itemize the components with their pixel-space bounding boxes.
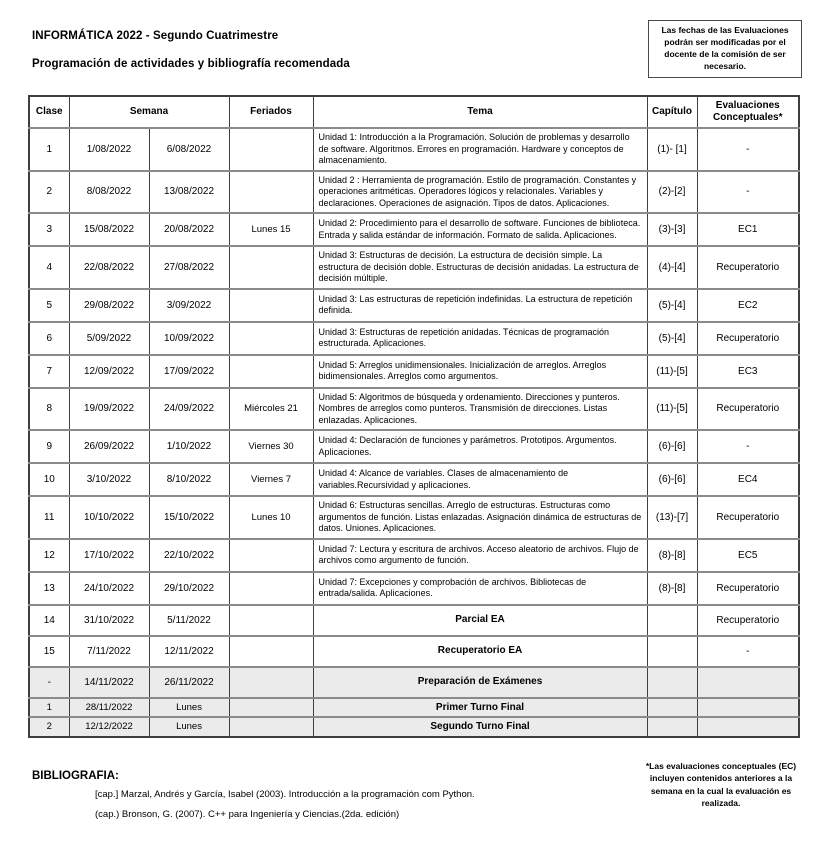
clase-cell: 2 [29, 717, 69, 737]
bibliography-title: BIBLIOGRAFIA: [32, 770, 119, 782]
tema-cell: Unidad 3: Estructuras de decisión. La estructura de decisión simple. La estructura de decisión doble. Estructuras de decisión anidadas. La estructura de decisión múltiple. [313, 246, 647, 289]
capitulo-cell [647, 636, 697, 667]
capitulo-cell: (6)-[6] [647, 430, 697, 463]
semana-column-header: Semana [69, 96, 229, 128]
feriados-cell: Lunes 10 [229, 496, 313, 539]
feriados-cell [229, 636, 313, 667]
capitulo-cell: (3)-[3] [647, 213, 697, 246]
evaluacion-cell [697, 717, 799, 737]
capitulo-cell: (1)- [1] [647, 128, 697, 171]
semana-hasta-cell: 5/11/2022 [149, 605, 229, 636]
clase-cell: 2 [29, 171, 69, 214]
schedule-table-header [29, 96, 799, 128]
table-row [29, 430, 799, 463]
tema-cell: Preparación de Exámenes [313, 667, 647, 698]
tema-cell: Unidad 4: Alcance de variables. Clases de almacenamiento de variables.Recursividad y aplicaciones. [313, 463, 647, 496]
semana-hasta-cell: 12/11/2022 [149, 636, 229, 667]
capitulo-column-header: Capítulo [647, 96, 697, 128]
clase-cell: 3 [29, 213, 69, 246]
semana-hasta-cell: Lunes [149, 698, 229, 718]
table-row [29, 355, 799, 388]
feriados-cell [229, 246, 313, 289]
clase-cell: 11 [29, 496, 69, 539]
tema-cell: Unidad 4: Declaración de funciones y parámetros. Prototipos. Argumentos. Aplicaciones. [313, 430, 647, 463]
evaluacion-cell [697, 667, 799, 698]
tema-cell: Unidad 2 : Herramienta de programación. Estilo de programación. Constantes y operaciones aritméticas. Operadores lógicos y relacionales. Variables y declaraciones. Operaciones de asignación. Tipos de datos. Aplicaciones. [313, 171, 647, 214]
evaluacion-cell: Recuperatorio [697, 605, 799, 636]
header-row [29, 96, 799, 128]
semana-desde-cell: 12/09/2022 [69, 355, 149, 388]
tema-cell: Segundo Turno Final [313, 717, 647, 737]
semana-desde-cell: 26/09/2022 [69, 430, 149, 463]
tema-cell: Unidad 7: Lectura y escritura de archivos. Acceso aleatorio de archivos. Flujo de archivos como argumento de función. [313, 539, 647, 572]
tema-cell: Unidad 3: Las estructuras de repetición indefinidas. La estructura de repetición definida. [313, 289, 647, 322]
semana-desde-cell: 31/10/2022 [69, 605, 149, 636]
tema-cell: Parcial EA [313, 605, 647, 636]
clase-cell: 7 [29, 355, 69, 388]
semana-hasta-cell: 1/10/2022 [149, 430, 229, 463]
evaluacion-cell: EC2 [697, 289, 799, 322]
clase-cell: 5 [29, 289, 69, 322]
capitulo-cell: (5)-[4] [647, 289, 697, 322]
feriados-cell [229, 322, 313, 355]
semana-desde-cell: 12/12/2022 [69, 717, 149, 737]
evaluacion-cell [697, 698, 799, 718]
semana-desde-cell: 10/10/2022 [69, 496, 149, 539]
semana-desde-cell: 28/11/2022 [69, 698, 149, 718]
semana-desde-cell: 8/08/2022 [69, 171, 149, 214]
evaluacion-cell: - [697, 171, 799, 214]
table-row [29, 289, 799, 322]
tema-cell: Unidad 5: Arreglos unidimensionales. Inicialización de arreglos. Arreglos bidimensionales. Arreglos como argumentos. [313, 355, 647, 388]
schedule-table [28, 95, 800, 738]
tema-cell: Unidad 7: Excepciones y comprobación de archivos. Bibliotecas de entrada/salida. Aplicaciones. [313, 572, 647, 605]
semana-hasta-cell: 3/09/2022 [149, 289, 229, 322]
feriados-cell [229, 171, 313, 214]
semana-hasta-cell: 13/08/2022 [149, 171, 229, 214]
semana-desde-cell: 14/11/2022 [69, 667, 149, 698]
table-row [29, 322, 799, 355]
semana-desde-cell: 29/08/2022 [69, 289, 149, 322]
table-row [29, 667, 799, 698]
capitulo-cell [647, 698, 697, 718]
evaluacion-cell: EC4 [697, 463, 799, 496]
evaluacion-cell: Recuperatorio [697, 322, 799, 355]
feriados-column-header: Feriados [229, 96, 313, 128]
tema-cell: Unidad 2: Procedimiento para el desarrollo de software. Funciones de biblioteca. Entrada y salida estándar de información. Formato de salida. Aplicaciones. [313, 213, 647, 246]
capitulo-cell [647, 605, 697, 636]
table-row [29, 213, 799, 246]
capitulo-cell: (11)-[5] [647, 355, 697, 388]
doc-subtitle: Programación de actividades y bibliografía recomendada [32, 58, 350, 70]
doc-title: INFORMÁTICA 2022 - Segundo Cuatrimestre [32, 30, 279, 42]
table-row [29, 496, 799, 539]
evaluacion-cell: EC5 [697, 539, 799, 572]
semana-hasta-cell: 15/10/2022 [149, 496, 229, 539]
table-row [29, 698, 799, 718]
semana-hasta-cell: 27/08/2022 [149, 246, 229, 289]
evaluacion-cell: Recuperatorio [697, 388, 799, 431]
evaluacion-cell: - [697, 128, 799, 171]
evaluacion-cell: - [697, 636, 799, 667]
capitulo-cell: (4)-[4] [647, 246, 697, 289]
semana-hasta-cell: 6/08/2022 [149, 128, 229, 171]
semana-hasta-cell: 24/09/2022 [149, 388, 229, 431]
evaluacion-cell: Recuperatorio [697, 496, 799, 539]
tema-cell: Unidad 1: Introducción a la Programación. Solución de problemas y desarrollo de software. Algoritmos. Errores en programación. Hardware y conceptos de almacenamiento. [313, 128, 647, 171]
capitulo-cell: (5)-[4] [647, 322, 697, 355]
capitulo-cell: (13)-[7] [647, 496, 697, 539]
evaluacion-cell: Recuperatorio [697, 572, 799, 605]
clase-cell: 15 [29, 636, 69, 667]
clase-cell: 6 [29, 322, 69, 355]
clase-cell: - [29, 667, 69, 698]
evaluaciones-column-header: Evaluaciones Conceptuales* [697, 96, 799, 128]
evaluacion-cell: Recuperatorio [697, 246, 799, 289]
evaluacion-cell: EC1 [697, 213, 799, 246]
tema-cell: Unidad 5: Algoritmos de búsqueda y ordenamiento. Direcciones y punteros. Nombres de arreglos como punteros. Transmisión de direcciones. Listas enlazadas. Aplicaciones. [313, 388, 647, 431]
semana-hasta-cell: 22/10/2022 [149, 539, 229, 572]
tema-cell: Unidad 6: Estructuras sencillas. Arreglo de estructuras. Estructuras como argumentos de función. Listas enlazadas. Asignación dinámica de estructuras de datos. Uniones. Aplicaciones. [313, 496, 647, 539]
feriados-cell [229, 572, 313, 605]
table-row [29, 246, 799, 289]
clase-cell: 13 [29, 572, 69, 605]
tema-column-header: Tema [313, 96, 647, 128]
semana-hasta-cell: 29/10/2022 [149, 572, 229, 605]
bibliography-item: [cap.] Marzal, Andrés y García, Isabel (2003). Introducción a la programación com Python. [95, 789, 475, 800]
semana-desde-cell: 19/09/2022 [69, 388, 149, 431]
feriados-cell: Viernes 7 [229, 463, 313, 496]
clase-cell: 1 [29, 698, 69, 718]
table-row [29, 572, 799, 605]
evaluations-footnote: *Las evaluaciones conceptuales (EC) incluyen contenidos anteriores a la semana en la cual la evaluación es realizada. [645, 761, 797, 808]
capitulo-cell: (11)-[5] [647, 388, 697, 431]
table-row [29, 171, 799, 214]
table-row [29, 717, 799, 737]
bibliography-item: (cap.) Bronson, G. (2007). C++ para Ingeniería y Ciencias.(2da. edición) [95, 809, 400, 820]
feriados-cell: Miércoles 21 [229, 388, 313, 431]
semana-desde-cell: 3/10/2022 [69, 463, 149, 496]
clase-cell: 9 [29, 430, 69, 463]
capitulo-cell: (8)-[8] [647, 539, 697, 572]
semana-hasta-cell: 17/09/2022 [149, 355, 229, 388]
evaluation-notice-box: Las fechas de las Evaluaciones podrán ser modificadas por el docente de la comisión de ser necesario. [648, 20, 802, 78]
feriados-cell [229, 289, 313, 322]
clase-column-header: Clase [29, 96, 69, 128]
feriados-cell [229, 128, 313, 171]
table-row [29, 463, 799, 496]
feriados-cell [229, 698, 313, 718]
semana-hasta-cell: 20/08/2022 [149, 213, 229, 246]
table-row [29, 539, 799, 572]
table-row [29, 636, 799, 667]
clase-cell: 10 [29, 463, 69, 496]
table-row [29, 128, 799, 171]
semana-hasta-cell: 8/10/2022 [149, 463, 229, 496]
tema-cell: Unidad 3: Estructuras de repetición anidadas. Técnicas de programación estructurada. Aplicaciones. [313, 322, 647, 355]
table-row [29, 605, 799, 636]
feriados-cell [229, 667, 313, 698]
feriados-cell [229, 717, 313, 737]
semana-desde-cell: 7/11/2022 [69, 636, 149, 667]
feriados-cell: Lunes 15 [229, 213, 313, 246]
capitulo-cell: (8)-[8] [647, 572, 697, 605]
semana-desde-cell: 22/08/2022 [69, 246, 149, 289]
feriados-cell: Viernes 30 [229, 430, 313, 463]
semana-desde-cell: 1/08/2022 [69, 128, 149, 171]
capitulo-cell [647, 667, 697, 698]
semana-desde-cell: 24/10/2022 [69, 572, 149, 605]
clase-cell: 4 [29, 246, 69, 289]
clase-cell: 12 [29, 539, 69, 572]
clase-cell: 14 [29, 605, 69, 636]
semana-hasta-cell: 26/11/2022 [149, 667, 229, 698]
semana-hasta-cell: Lunes [149, 717, 229, 737]
feriados-cell [229, 355, 313, 388]
feriados-cell [229, 605, 313, 636]
evaluacion-cell: - [697, 430, 799, 463]
semana-desde-cell: 17/10/2022 [69, 539, 149, 572]
tema-cell: Recuperatorio EA [313, 636, 647, 667]
clase-cell: 1 [29, 128, 69, 171]
semana-desde-cell: 15/08/2022 [69, 213, 149, 246]
table-row [29, 388, 799, 431]
tema-cell: Primer Turno Final [313, 698, 647, 718]
capitulo-cell [647, 717, 697, 737]
semana-desde-cell: 5/09/2022 [69, 322, 149, 355]
capitulo-cell: (6)-[6] [647, 463, 697, 496]
schedule-table-body [29, 128, 799, 737]
feriados-cell [229, 539, 313, 572]
evaluacion-cell: EC3 [697, 355, 799, 388]
semana-hasta-cell: 10/09/2022 [149, 322, 229, 355]
clase-cell: 8 [29, 388, 69, 431]
capitulo-cell: (2)-[2] [647, 171, 697, 214]
